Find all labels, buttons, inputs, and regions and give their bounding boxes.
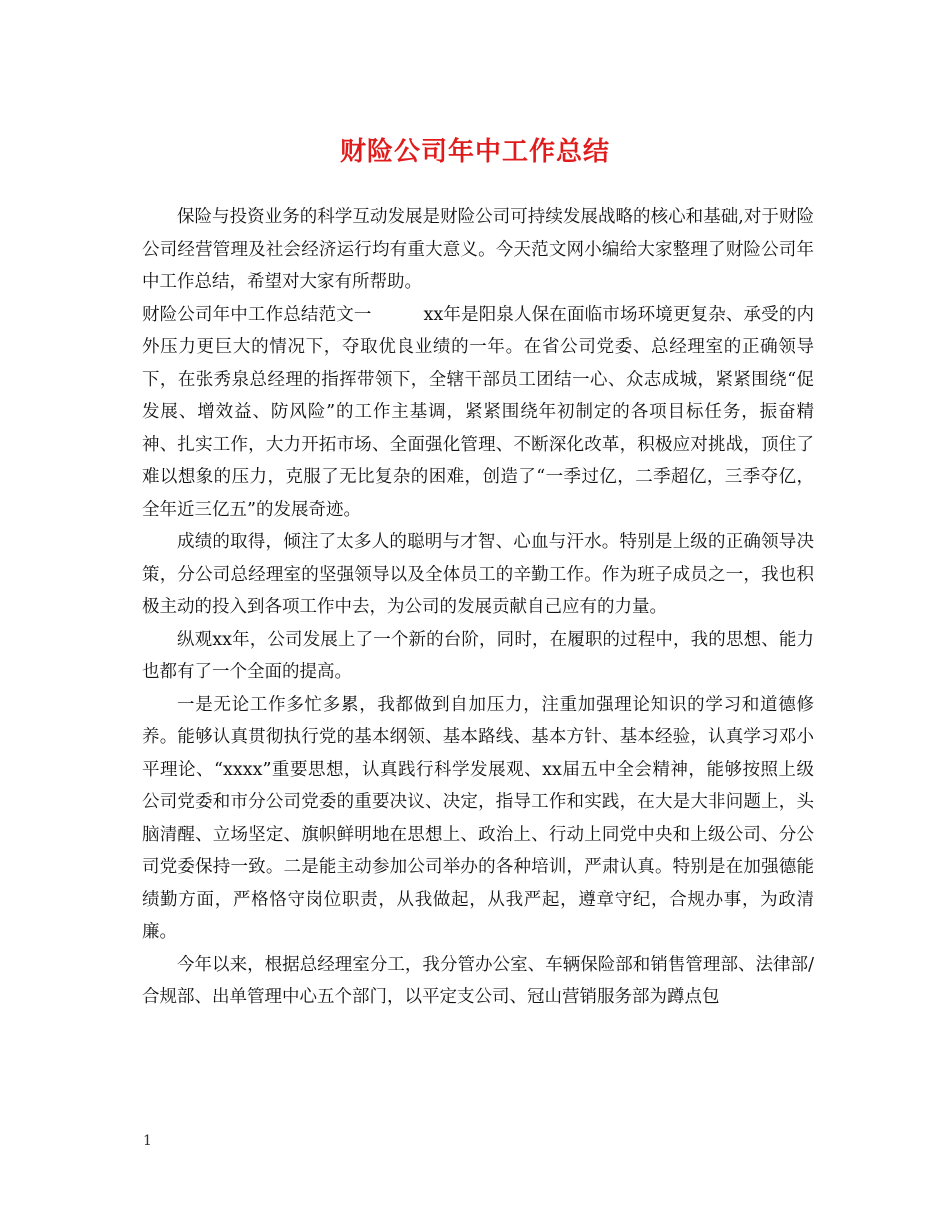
document-title: 财险公司年中工作总结 [339,137,610,167]
body-paragraph-study: 一是无论工作多忙多累，我都做到自加压力，注重加强理论知识的学习和道德修养。能够认真贯彻执行党的基本纲领、基本路线、基本方针、基本经验，认真学习邓小平理论、“xxxx”重要思想，认真践行科学发展观、xx届五中全会精神，能够按照上级公司党委和市分公司党委的重要决议、决定，指导工作和实践，在大是大非问题上，头脑清醒、立场坚定、旗帜鲜明地在思想上、政治上、行动上同党中央和上级公司、分公司党委保持一致。二是能主动参加公司举办的各种培训，严肃认真。特别是在加强德能绩勤方面，严格恪守岗位职责，从我做起，从我严起，遵章守纪，合规办事，为政清廉。 [142,694,814,942]
body-paragraph-duties: 今年以来，根据总经理室分工，我分管办公室、车辆保险部和销售管理部、法律部/合规部、出单管理中心五个部门，以平定支公司、冠山营销服务部为蹲点包 [142,954,814,1007]
sample-heading: 财险公司年中工作总结范文一 [142,304,372,325]
body-paragraph-overview: 纵观xx年，公司发展上了一个新的台阶，同时，在履职的过程中，我的思想、能力也都有了一个全面的提高。 [142,629,814,682]
intro-paragraph: 保险与投资业务的科学互动发展是财险公司可持续发展战略的核心和基础,对于财险公司经营管理及社会经济运行均有重大意义。今天范文网小编给大家整理了财险公司年中工作总结，希望对大家有所帮助。 [142,207,814,292]
sample-first-paragraph: xx年是阳泉人保在面临市场环境更复杂、承受的内外压力更巨大的情况下，夺取优良业绩的一年。在省公司党委、总经理室的正确领导下，在张秀泉总经理的指挥带领下，全辖干部员工团结一心、众志成城，紧紧围绕“促发展、增效益、防风险”的工作主基调，紧紧围绕年初制定的各项目标任务，振奋精神、扎实工作，大力开拓市场、全面强化管理、不断深化改革，积极应对挑战，顶住了难以想象的压力，克服了无比复杂的困难，创造了“一季过亿，二季超亿，三季夺亿，全年近三亿五”的发展奇迹。 [142,304,814,520]
document-body [142,201,814,1014]
sample-paragraph [142,299,814,527]
body-paragraph-achievements: 成绩的取得，倾注了太多人的聪明与才智、心血与汗水。特别是上级的正确领导决策，分公司总经理室的坚强领导以及全体员工的辛勤工作。作为班子成员之一，我也积极主动的投入到各项工作中去，为公司的发展贡献自己应有的力量。 [142,532,814,617]
page-number: 1 [143,1133,152,1149]
